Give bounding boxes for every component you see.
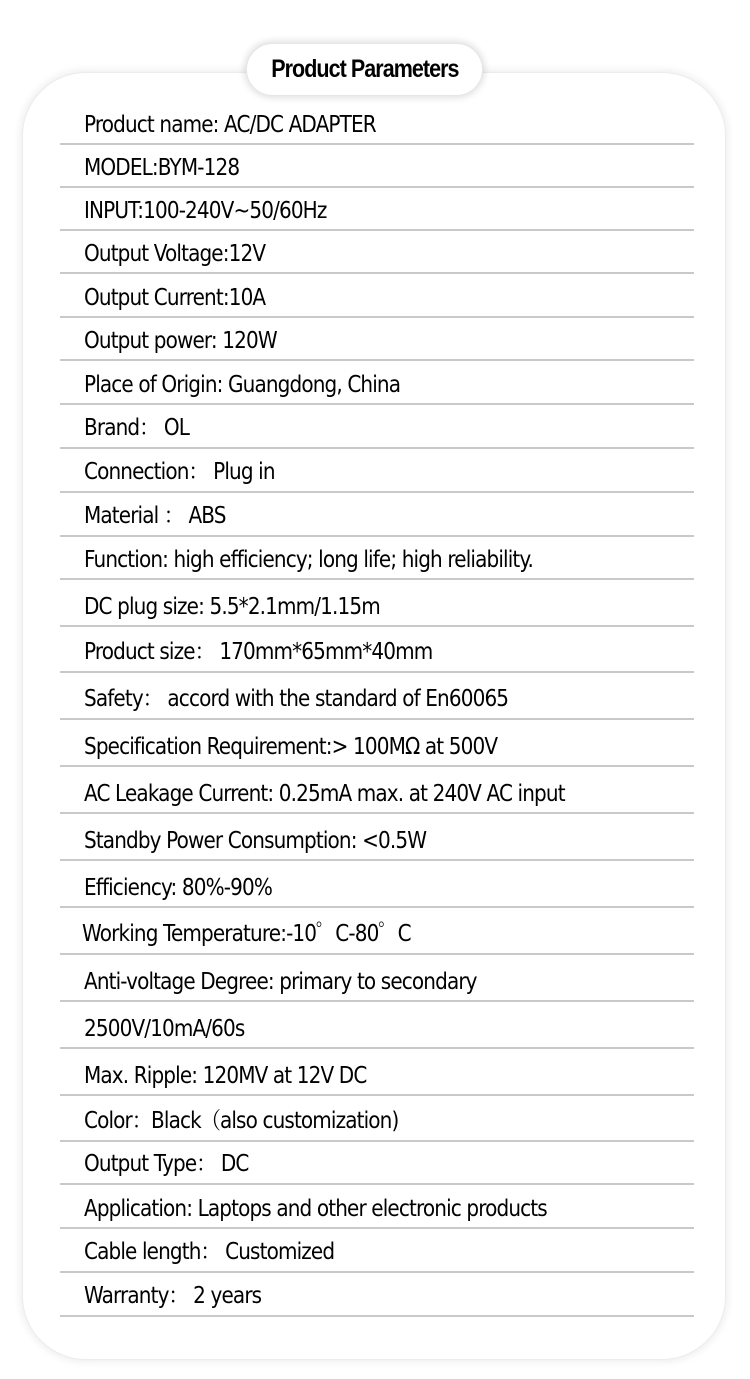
- parameter-text: Warranty： 2 years: [84, 1283, 262, 1309]
- parameter-row: [60, 1273, 694, 1317]
- parameter-row: [60, 580, 694, 627]
- parameter-row: [60, 449, 694, 493]
- parameter-text: Standby Power Consumption: <0.5W: [84, 828, 427, 854]
- parameter-text: Anti-voltage Degree: primary to secondary: [84, 969, 477, 995]
- parameter-row: [60, 955, 694, 1002]
- parameter-row: [60, 361, 694, 405]
- parameter-text: Cable length： Customized: [84, 1239, 335, 1265]
- parameter-row: [60, 673, 694, 720]
- parameter-row: [60, 627, 694, 673]
- parameter-row: [60, 767, 694, 814]
- parameter-text: Product name: AC/DC ADAPTER: [84, 112, 376, 138]
- parameter-row: [60, 493, 694, 537]
- parameter-text: Brand： OL: [84, 415, 190, 441]
- parameter-text: Connection： Plug in: [84, 459, 275, 485]
- parameter-text: Color：Black（also customization): [84, 1108, 399, 1134]
- parameter-row: [60, 1049, 694, 1096]
- parameter-text: 2500V/10mA/60s: [84, 1016, 245, 1042]
- parameter-text: DC plug size: 5.5*2.1mm/1.15m: [84, 594, 380, 620]
- parameter-row: [60, 231, 694, 274]
- parameter-row: [60, 318, 694, 361]
- parameter-row: [60, 405, 694, 449]
- parameter-text: Output Voltage:12V: [84, 241, 266, 267]
- parameter-row: [60, 720, 694, 767]
- parameter-text: AC Leakage Current: 0.25mA max. at 240V AC input: [84, 781, 565, 807]
- parameter-text: Efficiency: 80%-90%: [84, 875, 272, 901]
- parameter-text: INPUT:100-240V~50/60Hz: [84, 198, 327, 224]
- parameter-text: Max. Ripple: 120MV at 12V DC: [84, 1063, 367, 1089]
- parameter-row: [60, 1185, 694, 1229]
- parameter-row: [60, 908, 694, 955]
- parameter-row: [60, 1096, 694, 1142]
- parameter-text: Output power: 120W: [84, 328, 277, 354]
- parameter-text: Material ： ABS: [84, 503, 226, 529]
- parameter-text: Application: Laptops and other electronic products: [84, 1196, 547, 1222]
- parameter-row: [60, 861, 694, 908]
- page-title: Product Parameters: [270, 55, 459, 83]
- parameter-row: [60, 145, 694, 188]
- parameter-row: [60, 102, 694, 145]
- parameter-row: [60, 1142, 694, 1185]
- parameter-text: Specification Requirement:> 100MΩ at 500V: [84, 734, 498, 760]
- parameter-row: [60, 274, 694, 318]
- parameter-row: [60, 1229, 694, 1273]
- parameter-text: Working Temperature:-10゜C-80゜C: [82, 921, 411, 947]
- parameter-row: [60, 1002, 694, 1049]
- parameter-text: Function: high efficiency; long life; high reliability.: [84, 547, 533, 573]
- parameter-row: [60, 188, 694, 231]
- parameter-text: Safety： accord with the standard of En60065: [84, 686, 509, 712]
- parameter-text: Output Type： DC: [84, 1151, 249, 1177]
- parameter-text: Output Current:10A: [84, 285, 266, 311]
- parameter-text: Product size： 170mm*65mm*40mm: [84, 639, 433, 665]
- parameter-text: MODEL:BYM-128: [84, 155, 240, 181]
- title-badge: [246, 43, 483, 96]
- parameter-row: [60, 814, 694, 861]
- parameter-text: Place of Origin: Guangdong, China: [84, 372, 401, 398]
- parameter-row: [60, 537, 694, 580]
